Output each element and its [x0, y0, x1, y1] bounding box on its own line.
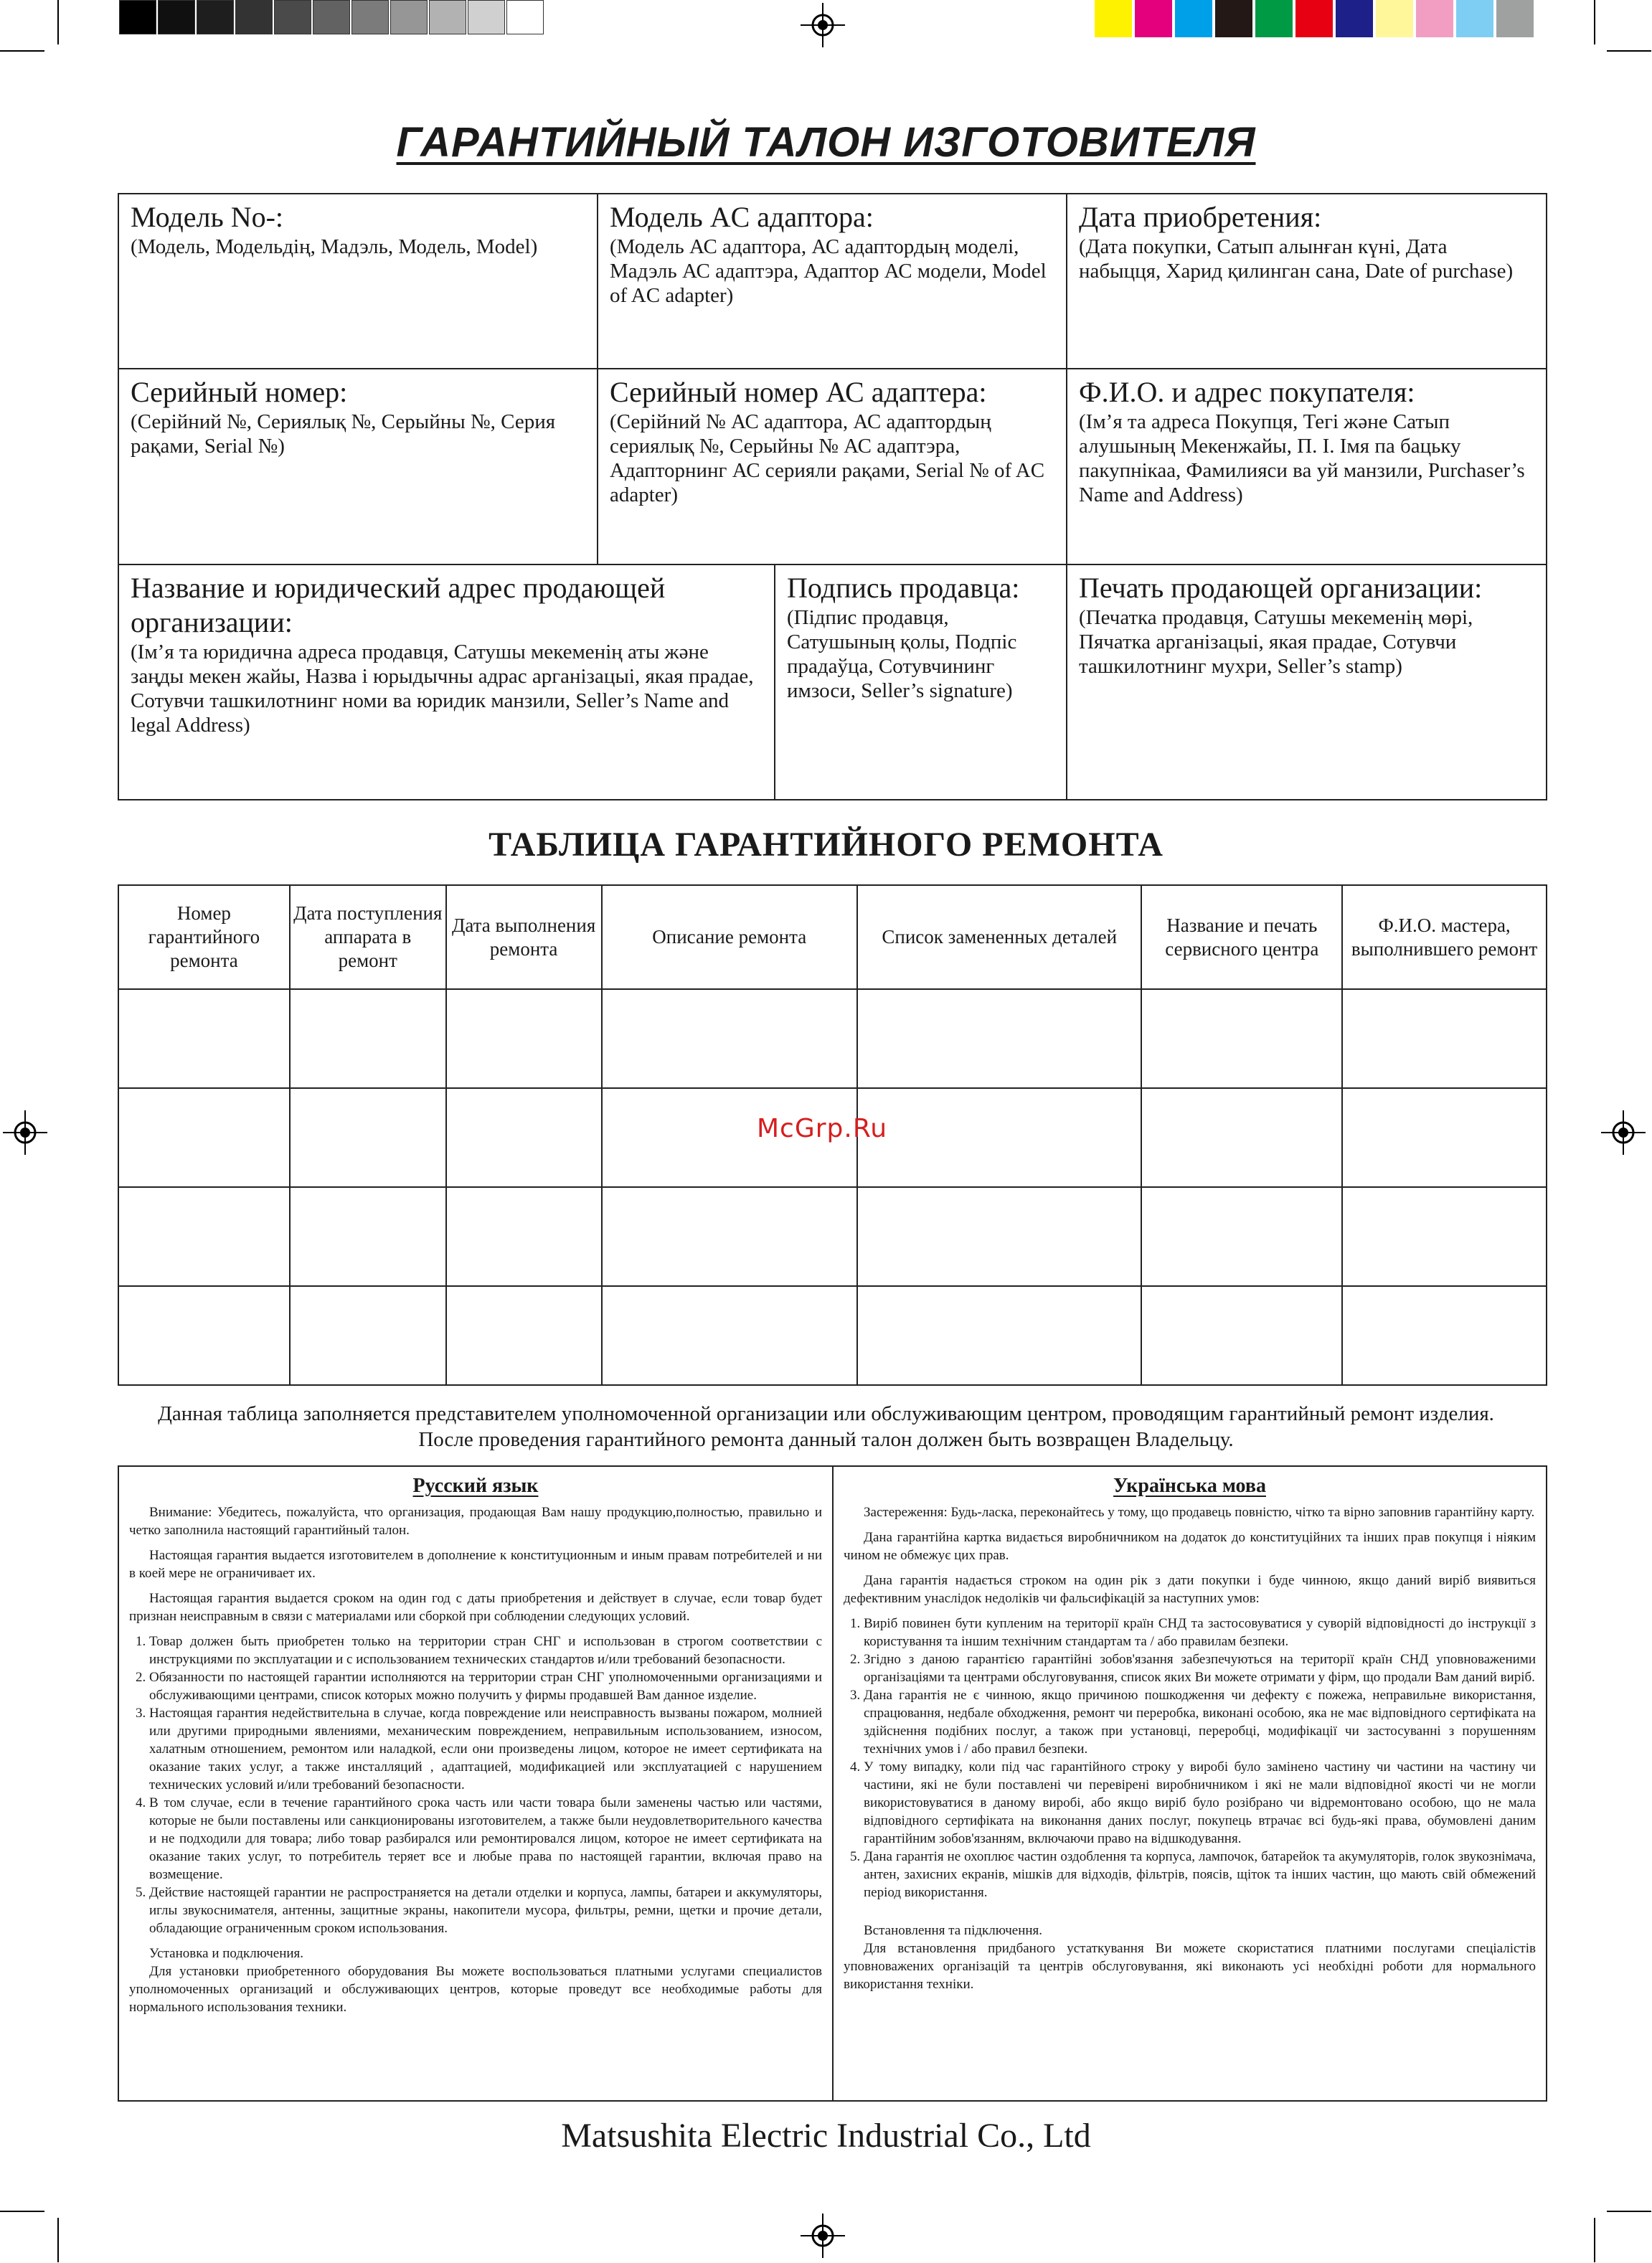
terms-item: 3. Настоящая гарантия недействительна в случае, когда повреждение или неисправность вызваны пожаром, молнией или другими природными явлениями, механическим повреждением, неправильным использованием, износом, халатным отношением, ремонтом или наладкой, если они произведены лицом, которое не имеет сертификата на оказание таких услуг, а также инсталляций , адаптацией, модификацией или эксплуатацией с нарушением технических условий и/или требований безопасности.: [149, 1704, 822, 1794]
seller-stamp-sublabel: (Печатка продавця, Сатушы мекеменің мөрі, Пячатка арганізацыі, якая прадае, Сотувчи ташкилотнинг мухри, Seller’s stamp): [1079, 606, 1473, 678]
crop-mark: [57, 0, 59, 44]
color-swatch: [1416, 0, 1453, 37]
serial-sublabel: (Серійний №, Сериялық №, Серыйны №, Серия рақами, Serial №): [131, 410, 556, 458]
table-note-line: После проведения гарантийного ремонта данный талон должен быть возвращен Владельцу.: [418, 1428, 1234, 1451]
repair-table-title: ТАБЛИЦА ГАРАНТИЙНОГО РЕМОНТА: [488, 826, 1164, 864]
registration-mark-left-icon: [3, 1110, 47, 1155]
repair-cell[interactable]: [602, 1187, 857, 1286]
color-calibration-bar: [1095, 0, 1537, 39]
terms-item: 2. Обязанности по настоящей гарантии исполняются на территории стран СНГ уполномоченными организациями и обслуживающими центрами, список которых можно получить у фирмы продавшей Вам данное изделие.: [149, 1668, 822, 1704]
repair-row: [118, 1187, 1547, 1286]
terms-item: 1. Виріб повинен бути купленим на території країн СНД та застосовуватися у суворій відповідності до інструкції з користування та іншим технічним стандартам та / або правилам безпеки.: [864, 1615, 1536, 1650]
repair-cell[interactable]: [1342, 1088, 1547, 1187]
col-received-date: Дата поступления аппарата в ремонт: [290, 885, 446, 989]
repair-cell[interactable]: [1141, 989, 1342, 1088]
terms-paragraph: Внимание: Убедитесь, пожалуйста, что организация, продающая Вам нашу продукцию,полностью, правильно и четко заполнила настоящий гарантийный талон.: [129, 1505, 822, 1538]
repair-cell[interactable]: [290, 989, 446, 1088]
col-repair-description: Описание ремонта: [602, 885, 857, 989]
grey-swatch: [235, 0, 273, 34]
watermark: McGrp.Ru: [757, 1114, 888, 1143]
terms-install-title: Установка и подключения.: [149, 1946, 304, 1961]
model-label: Модель No-:: [131, 201, 284, 233]
color-swatch: [1376, 0, 1413, 37]
terms-russian-title: Русский язык: [412, 1475, 539, 1497]
terms-list: [129, 1633, 822, 1937]
grey-swatch: [158, 0, 195, 34]
terms-paragraph: Настоящая гарантия выдается сроком на один год с даты приобретения и действует в случае, если товар будет признан неисправным в связи с материалами или сборкой при соблюдении следующих условий.: [129, 1591, 822, 1624]
greyscale-calibration-bar: [119, 0, 545, 36]
grey-swatch: [429, 0, 466, 34]
col-service-center: Название и печать сервисного центра: [1141, 885, 1342, 989]
registration-mark-right-icon: [1601, 1110, 1646, 1155]
grey-swatch: [313, 0, 350, 34]
adapter-model-field[interactable]: [598, 194, 1066, 368]
repair-row: [118, 989, 1547, 1088]
terms-install-text: Для встановлення придбаного устаткування Ви можете скористатися платними послугами спеціалістів уповноважених організацій та центрів обслуговування, які виконають усі необхідні роботи для нормального використання техніки.: [844, 1941, 1536, 1992]
registration-mark-top-icon: [801, 3, 845, 47]
terms-install-title: Встановлення та підключення.: [864, 1923, 1043, 1938]
repair-cell[interactable]: [118, 989, 290, 1088]
repair-cell[interactable]: [446, 1187, 602, 1286]
repair-cell[interactable]: [1342, 989, 1547, 1088]
repair-cell[interactable]: [602, 1286, 857, 1385]
terms-item: 1. Товар должен быть приобретен только на территории стран СНГ и использован в строгом соответствии с инструкциями по эксплуатации и с использованием технических стандартов и/или требований безопасности.: [149, 1633, 822, 1668]
purchaser-field[interactable]: [1067, 369, 1546, 564]
crop-mark: [57, 2218, 59, 2262]
color-swatch: [1215, 0, 1252, 37]
seller-stamp-field[interactable]: [1067, 565, 1546, 799]
grey-swatch: [197, 0, 234, 34]
color-swatch: [1456, 0, 1493, 37]
color-swatch: [1095, 0, 1132, 37]
repair-cell[interactable]: [1342, 1187, 1547, 1286]
seller-name-sublabel: (Ім’я та юридична адреса продавця, Сатушы мекеменің аты және заңды мекен жайы, Назва і юрыдычны адрас арганізацыі, якая прадае, Сотувчи ташкилотнинг номи ва юридик манзили, Seller’s Name and legal Address): [131, 641, 754, 737]
repair-cell[interactable]: [446, 1286, 602, 1385]
terms-item: 4. У тому випадку, коли під час гарантійного строку у виробі було замінено частину чи частини на частину чи частини, які не були поставлені чи перевірені виробничником і які не мали відповідної якості чи не могли використовуватися в даному виробі, або якщо виріб було розібрано чи відремонтовано особою, що не мала відповідного сертифіката на виконання даних послуг, покупець втрачає всі будь-які права, обумовлені даним гарантійним зобов'язанням, включаючи право на відшкодування.: [864, 1758, 1536, 1848]
seller-stamp-label: Печать продающей организации:: [1079, 572, 1483, 604]
repair-cell[interactable]: [602, 989, 857, 1088]
terms-paragraph: Настоящая гарантия выдается изготовителем в дополнение к конституционным и иным правам потребителей и ни в коей мере не ограничивает их.: [129, 1548, 822, 1581]
repair-row: [118, 1286, 1547, 1385]
terms-ukrainian: [834, 1467, 1546, 2011]
adapter-serial-label: Серийный номер АС адаптера:: [610, 376, 987, 408]
terms-paragraph: Дана гарантія надається строком на один рік з дати покупки і буде чинною, якщо даний виріб виявиться дефективним унаслідок недоліків чи фальсифікацій за наступних умов:: [844, 1573, 1536, 1606]
terms-item: 5. Дана гарантія не охоплює частин оздоблення та корпуса, лампочок, батарейок та акумуляторів, голок звукознімача, антен, захисних екранів, мішків для відходів, фільтрів, поясів, щіток та інших частин, що мають свій обмежений період використання.: [864, 1848, 1536, 1901]
registration-mark-bottom-icon: [801, 2214, 845, 2258]
grey-swatch: [119, 0, 156, 34]
seller-signature-sublabel: (Підпис продавця, Сатушының қолы, Подпіс прадаўца, Сотувчининг имзоси, Seller’s signature): [787, 606, 1017, 702]
color-swatch: [1175, 0, 1212, 37]
repair-cell[interactable]: [857, 989, 1141, 1088]
color-swatch: [1295, 0, 1333, 37]
model-field[interactable]: [119, 194, 597, 368]
crop-mark: [1594, 2218, 1595, 2262]
repair-cell[interactable]: [290, 1187, 446, 1286]
crop-mark: [0, 2211, 44, 2212]
repair-cell[interactable]: [1141, 1286, 1342, 1385]
repair-cell[interactable]: [446, 1088, 602, 1187]
grey-swatch: [351, 0, 389, 34]
manufacturer-footer: Matsushita Electric Industrial Co., Ltd: [561, 2117, 1091, 2155]
purchaser-label: Ф.И.О. и адрес покупателя:: [1079, 376, 1415, 408]
repair-table-header-row: [118, 885, 1547, 989]
crop-mark: [0, 50, 44, 52]
grey-swatch: [468, 0, 505, 34]
adapter-model-label: Модель AC адаптора:: [610, 201, 874, 233]
color-swatch: [1135, 0, 1172, 37]
terms-item: 5. Действие настоящей гарантии не распространяется на детали отделки и корпуса, лампы, батареи и аккумуляторы, иглы звукоснимателя, антенны, защитные экраны, накопители мусора, фильтры, ремни, щетки и прочие детали, обладающие ограниченным сроком использования.: [149, 1884, 822, 1937]
repair-cell[interactable]: [118, 1286, 290, 1385]
col-technician: Ф.И.О. мастера, выполнившего ремонт: [1342, 885, 1547, 989]
adapter-model-sublabel: (Модель АС адаптора, АС адаптордың моделі, Мадэль АС адаптэра, Адаптор АС модели, Model of AC adapter): [610, 235, 1047, 307]
table-note-line: Данная таблица заполняется представителем уполномоченной организации или обслуживающим центром, проводящим гарантийный ремонт изделия.: [158, 1402, 1494, 1425]
seller-name-label: Название и юридический адрес продающей организации:: [131, 572, 666, 638]
terms-item: 4. В том случае, если в течение гарантийного срока часть или части товара были заменены частью или частями, которые не были поставлены или санкционированы изготовителем, а также были неудовлетворительного качества и не подходили для товара; либо товар разбирался или ремонтировался лицом, которое не имеет сертификата на оказание таких услуг, то потребитель теряет все и любые права по настоящей гарантии, включая право на возмещение.: [149, 1794, 822, 1884]
grey-swatch: [390, 0, 428, 34]
grey-swatch: [506, 0, 544, 34]
purchaser-sublabel: (Ім’я та адреса Покупця, Тегі және Сатып алушының Мекенжайы, П. І. Імя па бацьку пакупнікаа, Фамилияси ва уй манзили, Purchaser’s Name and Address): [1079, 410, 1525, 506]
model-sublabel: (Модель, Модельдің, Мадэль, Модель, Model): [131, 235, 538, 258]
crop-mark: [1607, 50, 1651, 52]
repair-cell[interactable]: [857, 1088, 1141, 1187]
repair-cell[interactable]: [118, 1088, 290, 1187]
terms-list: [844, 1615, 1536, 1901]
terms-item: 3. Дана гарантія не є чинною, якщо причиною пошкодження чи дефекту є пожежа, неправильне використання, спрацювання, недбале обходження, ремонт чи переробка, виконані особою, яка не має відповідного сертифіката на здійснення подібних послуг, а також при установці, переробці, модифікації чи застосуванні з порушенням технічних умов і / або правил безпеки.: [864, 1686, 1536, 1758]
table-note: [0, 1401, 1652, 1452]
repair-cell[interactable]: [290, 1286, 446, 1385]
repair-cell[interactable]: [1141, 1187, 1342, 1286]
adapter-serial-field[interactable]: [598, 369, 1066, 564]
serial-field[interactable]: [119, 369, 597, 564]
serial-label: Серийный номер:: [131, 376, 348, 408]
terms-install-text: Для установки приобретенного оборудования Вы можете воспользоваться платными услугами специалистов уполномоченных организаций и обслуживающих центров, которые проведут все необходимые работы для нормального использования техники.: [129, 1964, 822, 2015]
col-replaced-parts: Список замененных деталей: [857, 885, 1141, 989]
terms-item: 2. Згідно з даною гарантією гарантійні зобов'язання забезпечуються на території країн СНД уповноваженими організаціями та центрами обслуговування, список яких Ви можете отримати у фірм, що продали Вам даний виріб.: [864, 1650, 1536, 1686]
purchase-date-label: Дата приобретения:: [1079, 201, 1322, 233]
warranty-terms: [118, 1465, 1547, 2102]
page-title: ГАРАНТИЙНЫЙ ТАЛОН ИЗГОТОВИТЕЛЯ: [396, 119, 1256, 166]
repair-cell[interactable]: [1141, 1088, 1342, 1187]
terms-ukrainian-title: Українська мова: [1113, 1475, 1266, 1497]
purchase-date-sublabel: (Дата покупки, Сатып алынған күні, Дата набыцця, Харид қилинган сана, Date of purchase): [1079, 235, 1514, 283]
repair-cell[interactable]: [1342, 1286, 1547, 1385]
crop-mark: [1594, 0, 1595, 44]
repair-cell[interactable]: [446, 989, 602, 1088]
color-swatch: [1496, 0, 1534, 37]
warranty-info-box: [118, 193, 1547, 800]
repair-cell[interactable]: [857, 1286, 1141, 1385]
terms-russian: [119, 1467, 832, 2033]
color-swatch: [1336, 0, 1373, 37]
repair-cell[interactable]: [118, 1187, 290, 1286]
seller-name-field[interactable]: [119, 565, 774, 799]
terms-paragraph: Застереження: Будь-ласка, переконайтесь у тому, що продавець повністю, чітко та вірно заповнив гарантійну карту.: [864, 1505, 1535, 1520]
col-repair-number: Номер гарантийного ремонта: [118, 885, 290, 989]
repair-cell[interactable]: [857, 1187, 1141, 1286]
color-swatch: [1255, 0, 1293, 37]
grey-swatch: [274, 0, 311, 34]
adapter-serial-sublabel: (Серійний № АС адаптора, АС адаптордың сериялық №, Серыйны № АС адаптэра, Адапторнинг АС серияли рақами, Serial № of AC adapter): [610, 410, 1045, 506]
purchase-date-field[interactable]: [1067, 194, 1546, 368]
seller-signature-field[interactable]: [775, 565, 1066, 799]
repair-cell[interactable]: [290, 1088, 446, 1187]
terms-paragraph: Дана гарантійна картка видається виробничником на додаток до конституційних та інших прав покупця і ніяким чином не обмежує цих прав.: [844, 1530, 1536, 1563]
seller-signature-label: Подпись продавца:: [787, 572, 1020, 604]
col-completed-date: Дата выполнения ремонта: [446, 885, 602, 989]
crop-mark: [1607, 2211, 1651, 2212]
